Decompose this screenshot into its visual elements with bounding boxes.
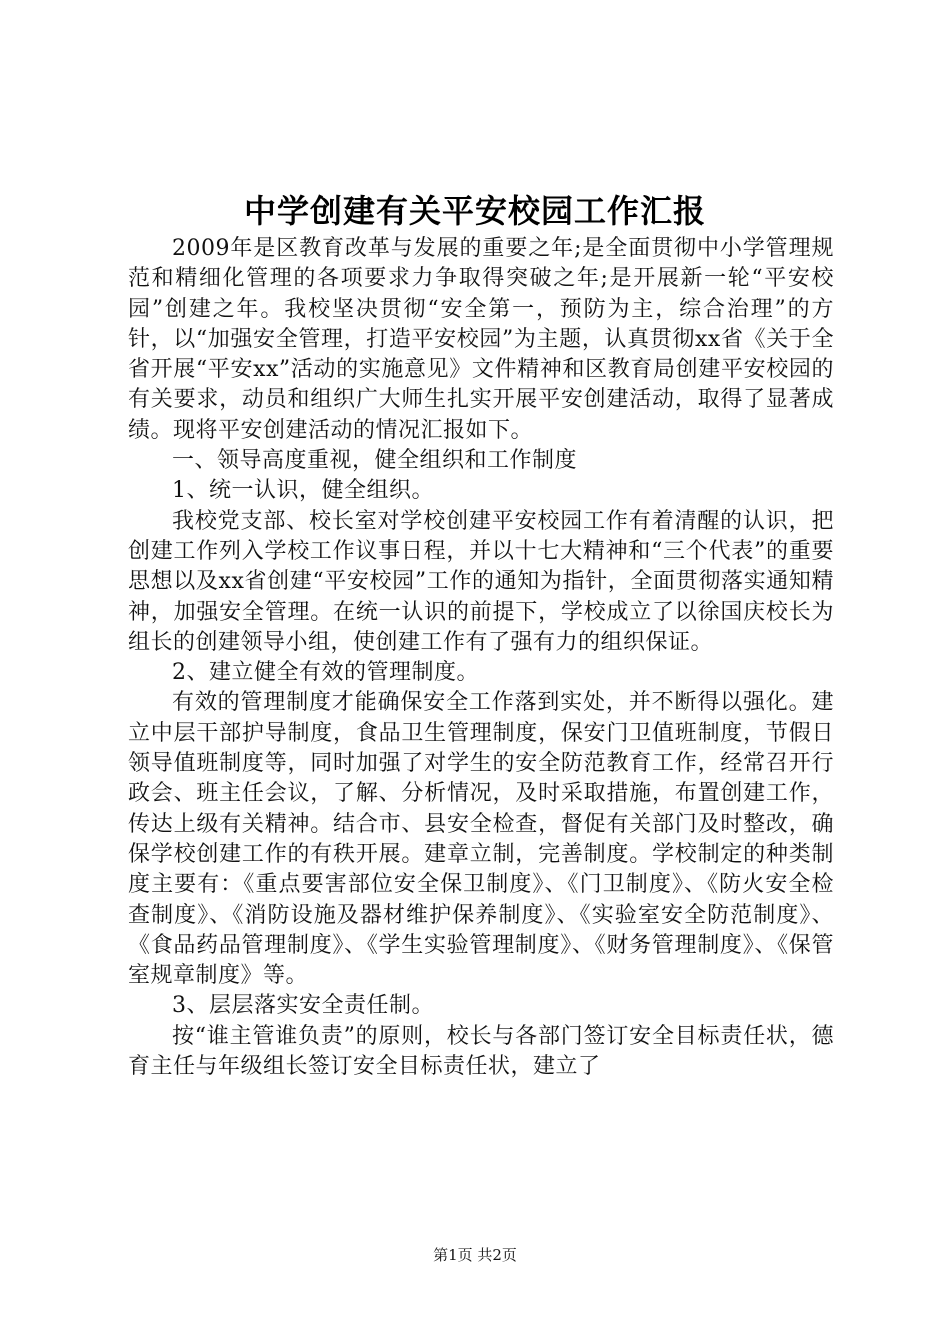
- subsection-heading: 3、层层落实安全责任制。: [172, 993, 434, 1019]
- subsection-heading: 2、建立健全有效的管理制度。: [172, 660, 479, 686]
- document-title: 中学创建有关平安校园工作汇报: [243, 192, 706, 230]
- paragraph: 按“谁主管谁负责”的原则，校长与各部门签订安全目标责任状，德育主任与年级组长签订安全目标责任状，建立了: [128, 1023, 834, 1080]
- paragraph: 有效的管理制度才能确保安全工作落到实处，并不断得以强化。建立中层干部护导制度，食品卫生管理制度，保安门卫值班制度，节假日领导值班制度等，同时加强了对学生的安全防范教育工作，经常召开行政会、班主任会议，了解、分析情况，及时采取措施，布置创建工作，传达上级有关精神。结合市、县安全检查，督促有关部门及时整改，确保学校创建工作的有秩开展。建章立制，完善制度。学校制定的种类制度主要有：《重点要害部位安全保卫制度》、《门卫制度》、《防火安全检查制度》、《消防设施及器材维护保养制度》、《实验室安全防范制度》、《食品药品管理制度》、《学生实验管理制度》、《财务管理制度》、《保管室规章制度》等。: [128, 690, 834, 989]
- document-body: [128, 234, 834, 1082]
- paragraph: 我校党支部、校长室对学校创建平安校园工作有着清醒的认识，把创建工作列入学校工作议事日程，并以十七大精神和“三个代表”的重要思想以及xx省创建“平安校园”工作的通知为指针，全面贯彻落实通知精神，加强安全管理。在统一认识的前提下，学校成立了以徐国庆校长为组长的创建领导小组，使创建工作有了强有力的组织保证。: [128, 508, 834, 655]
- page-number: 第1页 共2页: [433, 1246, 517, 1264]
- paragraph: 2009年是区教育改革与发展的重要之年;是全面贯彻中小学管理规范和精细化管理的各项要求力争取得突破之年;是开展新一轮“平安校园”创建之年。我校坚决贯彻“安全第一，预防为主，综合治理”的方针，以“加强安全管理，打造平安校园”为主题，认真贯彻xx省《关于全省开展“平安xx”活动的实施意见》文件精神和区教育局创建平安校园的有关要求，动员和组织广大师生扎实开展平安创建活动，取得了显著成绩。现将平安创建活动的情况汇报如下。: [128, 236, 834, 443]
- subsection-heading: 1、统一认识，健全组织。: [172, 478, 434, 504]
- section-heading: 一、领导高度重视，健全组织和工作制度: [172, 448, 578, 474]
